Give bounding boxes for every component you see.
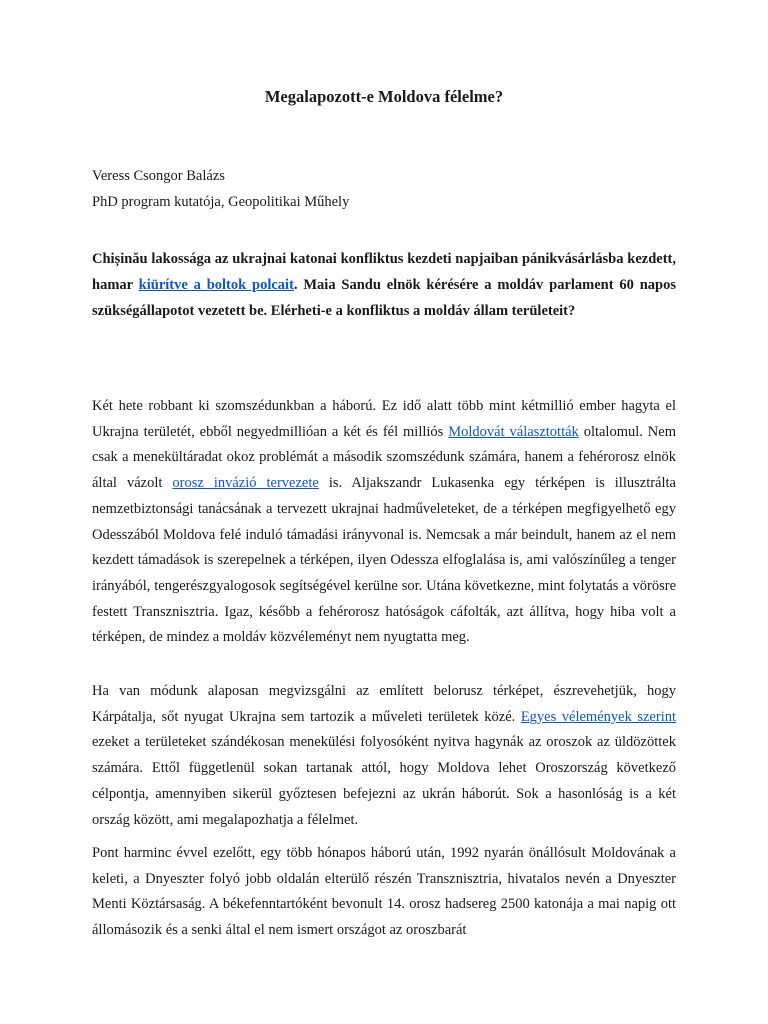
p3-text-1: Pont harminc évvel ezelőtt, egy több hónapos háború után, 1992 nyarán önállósult Moldovának a keleti, a Dnyeszter folyó jobb oldalán elterülő részén Transznisztria, hivatalos nevén a Dnyeszter Menti Köztársaság. A békefenntartóként bevonult 14. orosz hadsereg 2500 katonája a mai napig ott állomásozik és a senki által el nem ismert országot az oroszbarát [92,845,676,939]
author-name: Veress Csongor Balázs [92,168,225,184]
link-chose-moldova[interactable]: Moldovát választották [448,423,579,440]
p2-text-1: Ha van módunk alaposan megvizsgálni az említett belorusz térképet, észrevehetjük, hogy Kárpátalja, sőt nyugat Ukrajna sem tartozik a műveleti területek közé. [92,683,676,725]
page-title: Megalapozott-e Moldova félelme? [264,87,504,106]
author-block [92,163,349,215]
link-some-opinions[interactable]: Egyes vélemények szerint [520,708,677,725]
author-affiliation: PhD program kutatója, Geopolitikai Műhely [92,194,350,210]
link-shelves-emptied[interactable]: kiürítve a boltok polcait [138,277,294,293]
p2-text-2: ezeket a területeket szándékosan menekülési folyosóként nyitva hagynák az oroszok az üldözöttek számára. Ettől függetlenül sokan tartanak attól, hogy Moldova lehet Oroszország következő célpontja, amennyiben sikerül győztesen befejezni az ukrán háborút. Sok a hasonlóság is a két ország között, ami megalapozhatja a félelmet. [92,734,676,828]
body-paragraph-1 [92,394,676,651]
body-paragraph-3 [92,841,676,944]
lead-text-2: . Maia Sandu elnök kérésére a moldáv parlament 60 napos szükségállapotot vezetett be. Elérheti-e a konfliktus a moldáv állam területeit? [92,277,676,319]
lead-text-1: Chișinău lakossága az ukrajnai katonai konfliktus kezdeti napjaiban pánikvásárlásba kezdett, hamar [92,251,676,293]
p1-text-2: oltalomul. Nem csak a menekültáradat okoz problémát a második szomszédunk számára, hanem a fehérorosz elnök által vázolt [92,423,676,492]
link-invasion-plan[interactable]: orosz invázió tervezete [172,475,319,492]
p1-text-1: Két hete robbant ki szomszédunkban a háború. Ez idő alatt több mint kétmillió ember hagyta el Ukrajna területét, ebből negyedmillióan a két és fél milliós [92,398,676,440]
p1-text-3: is. Aljakszandr Lukasenka egy térképen is illusztrálta nemzetbiztonsági tanácsának a tervezett ukrajnai hadműveleteket, de a térképen megfigyelhető egy Odesszából Moldova felé induló támadási irányvonal is. Nemcsak a már beindult, hanem az el nem kezdett támadások is szerepelnek a térképen, ilyen Odessza elfoglalása is, ami valószínűleg a tenger irányából, tengerészgyalogosok segítségével kerülne sor. Utána következne, mint folytatás a vörösre festett Transznisztria. Igaz, később a fehérorosz hatóságok cáfolták, azt állítva, hogy hiba volt a térképen, de mindez a moldáv közvéleményt nem nyugtatta meg. [92,475,676,646]
lead-paragraph [92,246,676,324]
body-paragraph-2 [92,679,676,833]
